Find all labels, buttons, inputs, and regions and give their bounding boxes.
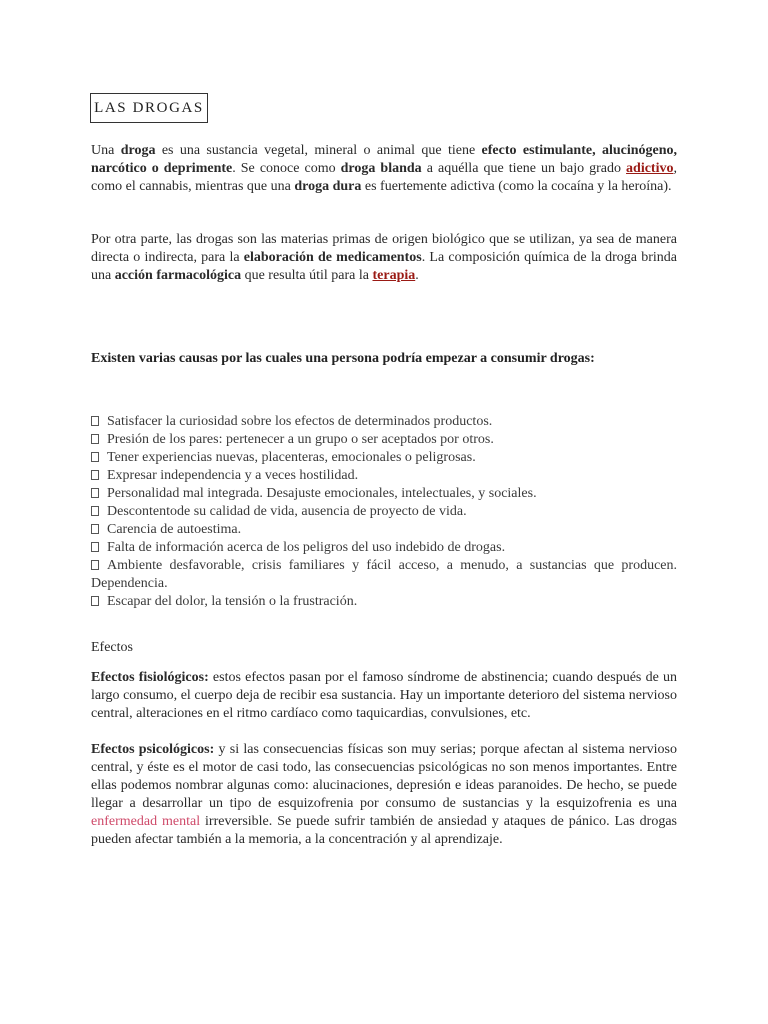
physiological-effects-paragraph xyxy=(91,669,677,723)
list-item xyxy=(91,413,677,431)
list-item-text: Escapar del dolor, la tensión o la frustración. xyxy=(107,594,358,609)
list-item-text: Ambiente desfavorable, crisis familiares y fácil acceso, a menudo, a sustancias que producen. Dependencia. xyxy=(91,558,677,591)
causes-list xyxy=(91,413,677,611)
second-bold-term: elaboración de medicamentos xyxy=(243,250,422,265)
intro-text: , como el cannabis, mientras que una xyxy=(91,161,677,194)
bullet-icon xyxy=(91,416,99,426)
second-text: Por otra parte, las drogas son las materias primas de origen biológico que se utilizan, ya sea de manera directa o indirecta, para la xyxy=(91,232,677,265)
document-title: LAS DROGAS xyxy=(90,93,208,123)
list-item xyxy=(91,593,677,611)
intro-bold-term: droga xyxy=(120,143,156,158)
intro-text: Una xyxy=(91,143,121,158)
list-item xyxy=(91,557,677,593)
list-item-text: Descontentode su calidad de vida, ausencia de proyecto de vida. xyxy=(107,504,467,519)
causes-heading: Existen varias causas por las cuales una persona podría empezar a consumir drogas: xyxy=(91,351,595,366)
list-item-text: Tener experiencias nuevas, placenteras, emocionales o peligrosas. xyxy=(107,450,476,465)
bullet-icon xyxy=(91,506,99,516)
intro-text: es fuertemente adictiva (como la cocaína y la heroína). xyxy=(361,179,672,194)
bullet-icon xyxy=(91,596,99,606)
intro-bold-term: droga blanda xyxy=(340,161,422,176)
list-item-text: Satisfacer la curiosidad sobre los efectos de determinados productos. xyxy=(107,414,493,429)
list-item xyxy=(91,539,677,557)
second-text: que resulta útil para la xyxy=(241,268,373,283)
effects-heading: Efectos xyxy=(91,640,133,655)
list-item xyxy=(91,521,677,539)
bullet-icon xyxy=(91,452,99,462)
list-item-text: Expresar independencia y a veces hostilidad. xyxy=(107,468,359,483)
list-item xyxy=(91,449,677,467)
second-text: . La composición química de la droga brinda una xyxy=(91,250,677,283)
psychological-text: y si las consecuencias físicas son muy serias; porque afectan al sistema nervioso central, y éste es el motor de casi todo, las consecuencias psicológicas no son menos importantes. Entre ellas podemos nombrar algunas como: alucinaciones, depresión e ideas paranoides. De hecho, se puede llegar a desarrollar un tipo de esquizofrenia por consumo de sustancias y la esquizofrenia es una xyxy=(91,742,678,811)
intro-text: . Se conoce como xyxy=(232,161,341,176)
mental-illness-highlight: enfermedad mental xyxy=(91,814,201,829)
second-text: . xyxy=(415,268,419,283)
bullet-icon xyxy=(91,560,99,570)
bullet-icon xyxy=(91,488,99,498)
bullet-icon xyxy=(91,434,99,444)
list-item-text: Personalidad mal integrada. Desajuste emocionales, intelectuales, y sociales. xyxy=(107,486,537,501)
psychological-effects-paragraph xyxy=(91,741,677,849)
list-item xyxy=(91,431,677,449)
list-item-text: Carencia de autoestima. xyxy=(107,522,242,537)
terapia-link[interactable]: terapia xyxy=(372,268,416,283)
physiological-label: Efectos fisiológicos: xyxy=(91,670,209,685)
second-paragraph xyxy=(91,231,677,285)
second-bold-term: acción farmacológica xyxy=(114,268,242,283)
intro-text: es una sustancia vegetal, mineral o animal que tiene xyxy=(155,143,482,158)
list-item xyxy=(91,467,677,485)
list-item xyxy=(91,503,677,521)
intro-bold-term: droga dura xyxy=(294,179,362,194)
bullet-icon xyxy=(91,524,99,534)
list-item xyxy=(91,485,677,503)
psychological-label: Efectos psicológicos: xyxy=(91,742,215,757)
bullet-icon xyxy=(91,542,99,552)
intro-paragraph xyxy=(91,142,677,196)
bullet-icon xyxy=(91,470,99,480)
adictivo-link[interactable]: adictivo xyxy=(626,161,674,176)
intro-text: a aquélla que tiene un bajo grado xyxy=(421,161,627,176)
list-item-text: Falta de información acerca de los peligros del uso indebido de drogas. xyxy=(107,540,506,555)
psychological-text: irreversible. Se puede sufrir también de ansiedad y ataques de pánico. Las drogas pueden afectar también a la memoria, a la concentración y al aprendizaje. xyxy=(91,814,677,847)
intro-bold-term: efecto estimulante, alucinógeno, narcótico o deprimente xyxy=(91,143,678,176)
list-item-text: Presión de los pares: pertenecer a un grupo o ser aceptados por otros. xyxy=(107,432,494,447)
physiological-text: estos efectos pasan por el famoso síndrome de abstinencia; cuando después de un largo consumo, el cuerpo deja de recibir esa sustancia. Hay un importante deterioro del sistema nervioso central, alteraciones en el ritmo cardíaco como taquicardias, convulsiones, etc. xyxy=(91,670,677,721)
